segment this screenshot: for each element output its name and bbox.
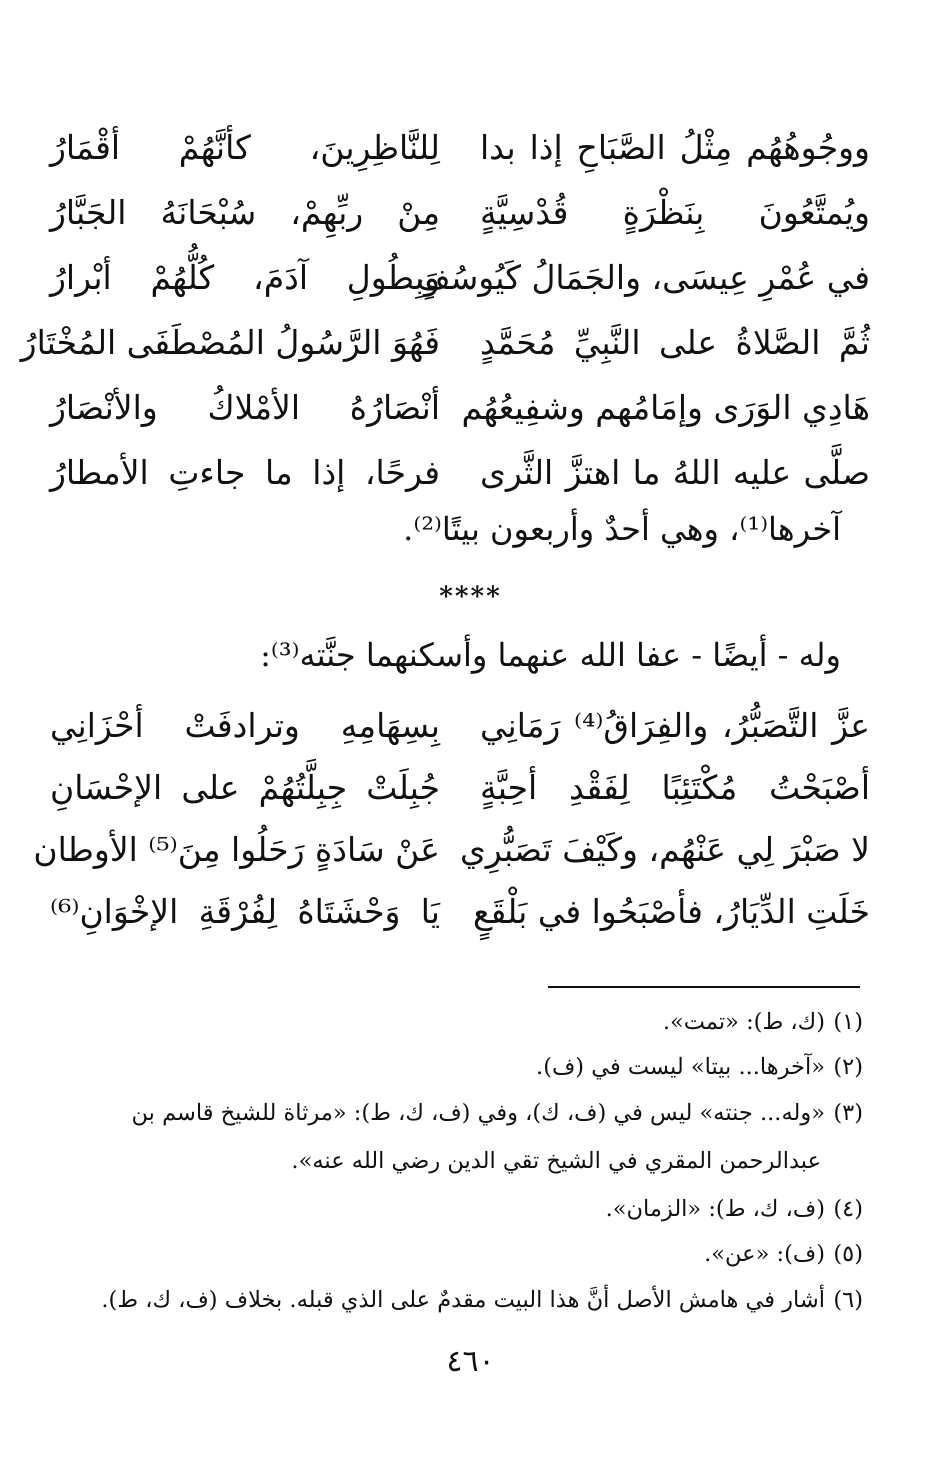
footnote-text: (ف، ك، ط): «الزمان».	[605, 1196, 825, 1222]
footnote	[43, 1286, 863, 1315]
footnote-number: (٣)	[833, 1100, 863, 1126]
verse-line	[50, 118, 870, 178]
verse-right-hemistich: لا صَبْرَ لِي عَنْهُم، وكَيْفَ تَصَبُّرِي	[459, 830, 870, 870]
verse-line	[50, 378, 870, 438]
verse-left-hemistich: عَنْ سَادَةٍ رَحَلُوا مِنَ⁽⁵⁾ الأوطان	[33, 830, 440, 870]
footnote-number: (٦)	[833, 1287, 863, 1313]
footnote	[43, 1240, 863, 1269]
footnote-text: أشار في هامش الأصل أنَّ هذا البيت مقدمٌ على الذي قبله. بخلاف (ف، ك، ط).	[101, 1287, 825, 1313]
verse-right-hemistich: هَادِي الوَرَى وإمَامُهم وشفِيعُهُم	[461, 388, 870, 428]
footnote-continuation: عبدالرحمن المقري في الشيخ تقي الدين رضي الله عنه».	[291, 1148, 821, 1174]
verse-line	[50, 758, 870, 818]
footnote-number: (٥)	[833, 1241, 863, 1267]
verse-line	[50, 183, 870, 243]
verse-right-hemistich: ووجُوهُهُم مِثْلُ الصَّبَاحِ إذا بدا	[480, 128, 870, 168]
verse-line	[50, 443, 870, 503]
footnote-divider	[548, 986, 860, 988]
footnote	[43, 1195, 863, 1224]
footnote-number: (١)	[833, 1009, 863, 1035]
verse-right-hemistich: خَلَتِ الدِّيَارُ، فأصْبَحُوا في بَلْقَعٍ	[472, 892, 870, 932]
footnote	[43, 1008, 863, 1037]
footnote	[43, 1053, 863, 1082]
verse-right-hemistich: ثُمَّ الصَّلاةُ على النَّبِيِّ مُحَمَّدٍ	[480, 323, 870, 363]
footnote-text: «آخرها... بيتا» ليست في (ف).	[536, 1054, 825, 1080]
verse-right-hemistich: في عُمْرِ عِيسَى، والجَمَالُ كَيُوسُفٍ	[416, 258, 870, 298]
poem-intro: وله - أيضًا - عفا الله عنهما وأسكنهما جنَّته⁽³⁾:	[260, 636, 841, 674]
footnote-text: (ك، ط): «تمت».	[662, 1009, 825, 1035]
footnote-number: (٤)	[833, 1196, 863, 1222]
verse-line	[50, 882, 870, 942]
verse-left-hemistich: أنْصَارُهُ الأمْلاكُ والأنْصَارُ	[50, 388, 440, 428]
verse-left-hemistich: فَهُوَ الرَّسُولُ المُصْطَفَى المُخْتَارُ	[20, 323, 440, 363]
verse-left-hemistich: يَا وَحْشَتَاهُ لِفُرْقَةِ الإخْوَانِ⁽⁶⁾	[50, 892, 440, 932]
page-number: ٤٦٠	[446, 1344, 495, 1379]
verse-left-hemistich: فرحًا، إذا ما جاءتِ الأمطارُ	[50, 453, 440, 493]
verse-line	[20, 313, 870, 373]
verse-line	[50, 696, 870, 756]
section-separator: ****	[439, 582, 502, 612]
footnote-text: (ف): «عن».	[704, 1241, 825, 1267]
verse-left-hemistich: جُبِلَتْ جِبِلَّتُهُمْ على الإحْسَانِ	[50, 768, 440, 808]
verse-right-hemistich: ويُمتَّعُونَ بِنَظْرَةٍ قُدْسِيَّةٍ	[480, 193, 870, 233]
verse-left-hemistich: وَبِطُولِ آدَمَ، كُلُّهُمْ أبْرارُ	[50, 258, 440, 298]
verse-left-hemistich: بِسِهَامِهِ وترادفَتْ أحْزَانِي	[50, 706, 440, 746]
verse-line	[50, 248, 870, 308]
footnote-number: (٢)	[833, 1054, 863, 1080]
verse-right-hemistich: عزَّ التَّصَبُّرُ، والفِرَاقُ⁽⁴⁾ رَمَانِي	[480, 706, 870, 746]
verse-line	[33, 820, 870, 880]
closing-line: آخرها⁽¹⁾، وهي أحدٌ وأربعون بيتًا⁽²⁾.	[403, 510, 841, 548]
verse-left-hemistich: مِنْ ربِّهِمْ، سُبْحَانَهُ الجَبَّارُ	[50, 193, 440, 233]
verse-right-hemistich: صلَّى عليه اللهُ ما اهتزَّ الثَّرى	[480, 453, 870, 493]
verse-left-hemistich: لِلنَّاظِرِينَ، كأنَّهُمْ أقْمَارُ	[50, 128, 440, 168]
footnote-text: «وله... جنته» ليس في (ف، ك)، وفي (ف، ك، ط): «مرثاة للشيخ قاسم بن	[131, 1100, 825, 1126]
verse-right-hemistich: أصْبَحْتُ مُكْتَئِبًا لِفَقْدِ أحِبَّةٍ	[480, 768, 870, 808]
footnote	[43, 1099, 863, 1128]
